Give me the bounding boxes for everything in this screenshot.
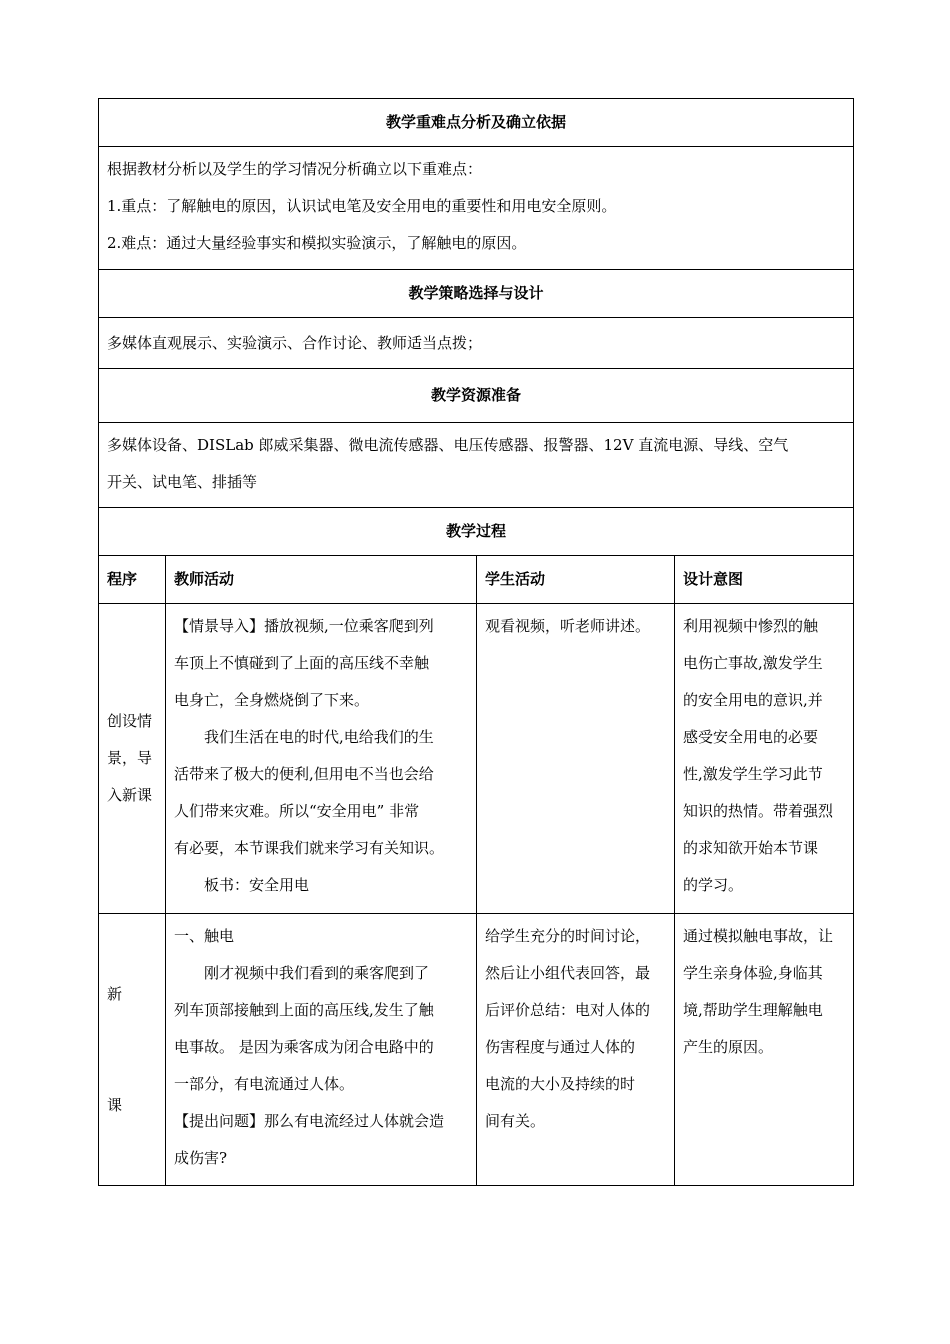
intent-line: 的求知欲开始本节课	[683, 839, 819, 857]
header-student-activity: 学生活动	[477, 556, 675, 604]
intent-line: 通过模拟触电事故，让	[683, 927, 834, 945]
teacher-line: 板书：安全用电	[204, 876, 310, 894]
teacher-line: 【情景导入】播放视频,一位乘客爬到列	[174, 617, 434, 635]
section-title-process: 教学过程	[99, 508, 854, 556]
intent-line: 感受安全用电的必要	[683, 728, 819, 746]
header-teacher-activity: 教师活动	[166, 556, 477, 604]
intent-line: 境,帮助学生理解触电	[683, 1001, 823, 1019]
intent-line: 产生的原因。	[683, 1038, 774, 1056]
student-line: 电流的大小及持续的时	[485, 1075, 636, 1093]
intent-line: 利用视频中惨烈的触	[683, 617, 819, 635]
intent-line: 知识的热情。带着强烈	[683, 802, 834, 820]
step-cell-intro	[99, 604, 166, 914]
student-line: 观看视频，听老师讲述。	[485, 617, 651, 635]
teacher-line: 一、触电	[174, 927, 235, 945]
teacher-activity-cell	[166, 914, 477, 1186]
student-line: 后评价总结：电对人体的	[485, 1001, 651, 1019]
lesson-plan-document	[98, 98, 853, 1186]
student-activity-cell	[477, 914, 675, 1186]
key-point-2: 2.难点：通过大量经验事实和模拟实验演示，了解触电的原因。	[107, 234, 527, 252]
teacher-line: 电事故。 是因为乘客成为闭合电路中的	[174, 1038, 434, 1056]
design-intent-cell	[675, 914, 854, 1186]
teacher-line: 电身亡，全身燃烧倒了下来。	[174, 691, 370, 709]
teacher-line: 列车顶部接触到上面的高压线,发生了触	[174, 1001, 434, 1019]
resources-content	[99, 423, 854, 508]
resources-line-1: 多媒体设备、DISLab 郎威采集器、微电流传感器、电压传感器、报警器、12V 直流电源、导线、空气	[107, 436, 789, 454]
process-row-new-lesson	[99, 914, 854, 1186]
strategy-content: 多媒体直观展示、实验演示、合作讨论、教师适当点拨；	[99, 318, 854, 369]
key-points-intro: 根据教材分析以及学生的学习情况分析确立以下重难点：	[107, 160, 483, 178]
student-line: 伤害程度与通过人体的	[485, 1038, 636, 1056]
section-title-key-points: 教学重难点分析及确立依据	[99, 99, 854, 147]
student-line: 间有关。	[485, 1112, 546, 1130]
step-label: 入新课	[107, 786, 153, 804]
design-intent-cell	[675, 604, 854, 914]
intent-line: 性,激发学生学习此节	[683, 765, 823, 783]
resources-line-2: 开关、试电笔、排插等	[107, 473, 258, 491]
section-title-strategy: 教学策略选择与设计	[99, 270, 854, 318]
teacher-line: 【提出问题】那么有电流经过人体就会造	[174, 1112, 445, 1130]
step-label: 新	[107, 984, 123, 1003]
key-points-content	[99, 147, 854, 270]
process-row-intro	[99, 604, 854, 914]
intent-line: 电伤亡事故,激发学生	[683, 654, 823, 672]
intent-line: 学生亲身体验,身临其	[683, 964, 823, 982]
teacher-line: 我们生活在电的时代,电给我们的生	[204, 728, 434, 746]
process-header-row	[99, 556, 854, 604]
teacher-line: 车顶上不慎碰到了上面的高压线不幸触	[174, 654, 430, 672]
header-design-intent: 设计意图	[675, 556, 854, 604]
student-line: 然后让小组代表回答，最	[485, 964, 651, 982]
teacher-line: 刚才视频中我们看到的乘客爬到了	[204, 964, 430, 982]
teacher-line: 活带来了极大的便利,但用电不当也会给	[174, 765, 434, 783]
teacher-line: 一部分，有电流通过人体。	[174, 1075, 355, 1093]
step-label: 课	[107, 1095, 123, 1114]
step-spacer	[107, 1013, 161, 1087]
teacher-line: 成伤害?	[174, 1149, 228, 1167]
teacher-activity-cell	[166, 604, 477, 914]
student-line: 给学生充分的时间讨论，	[485, 927, 651, 945]
step-cell-new-lesson	[99, 914, 166, 1186]
lesson-plan-table	[98, 98, 854, 1186]
intent-line: 的学习。	[683, 876, 744, 894]
key-point-1: 1.重点：了解触电的原因，认识试电笔及安全用电的重要性和用电安全原则。	[107, 197, 617, 215]
step-label: 景，导	[107, 749, 153, 767]
student-activity-cell	[477, 604, 675, 914]
teacher-line: 有必要，本节课我们就来学习有关知识。	[174, 839, 445, 857]
teacher-line: 人们带来灾难。所以“安全用电” 非常	[174, 802, 420, 820]
intent-line: 的安全用电的意识,并	[683, 691, 823, 709]
header-step: 程序	[99, 556, 166, 604]
step-label: 创设情	[107, 712, 153, 730]
section-title-resources: 教学资源准备	[99, 369, 854, 423]
